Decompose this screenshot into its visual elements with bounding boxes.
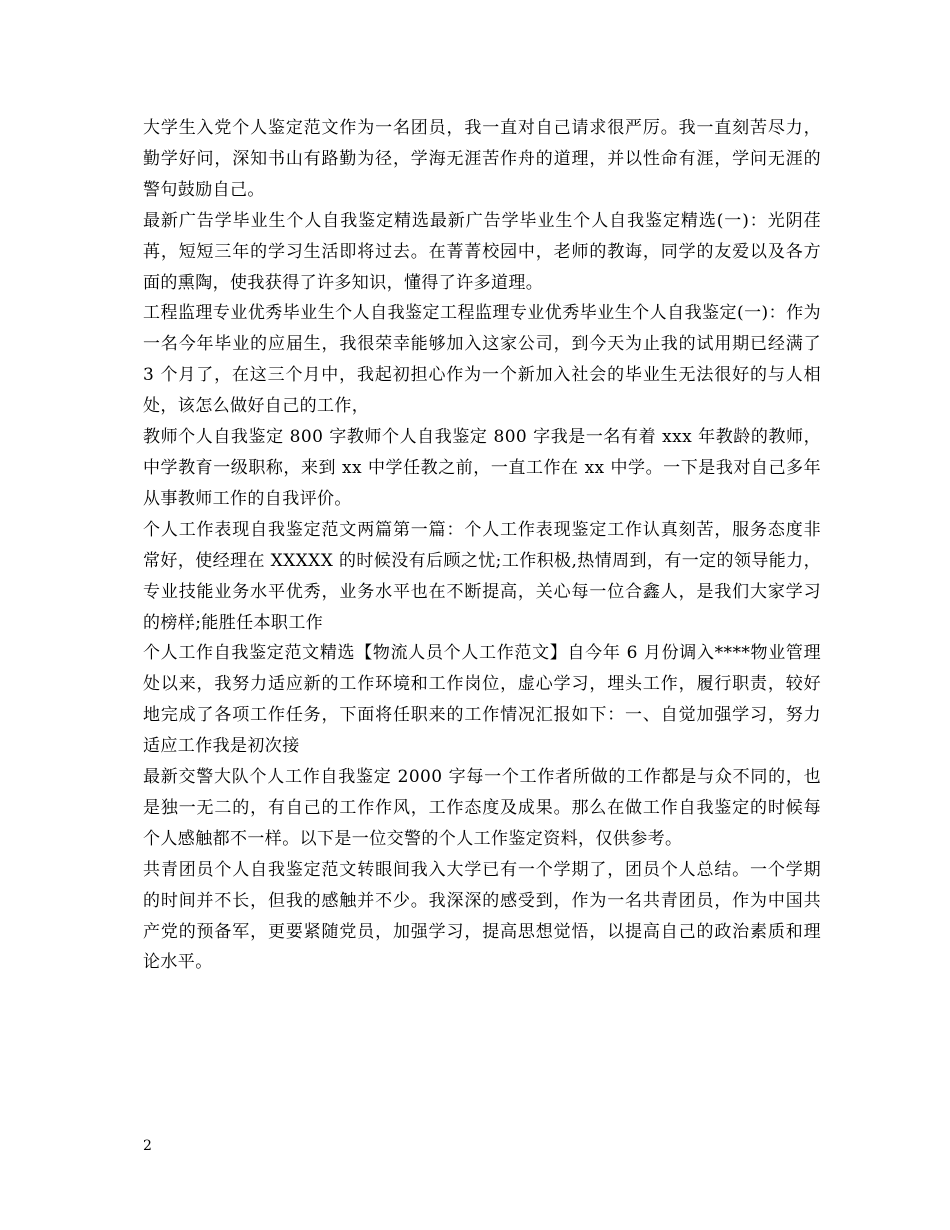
paragraph-logistics-staff: 个人工作自我鉴定范文精选【物流人员个人工作范文】自今年 6 月份调入****物业管理处以来，我努力适应新的工作环境和工作岗位，虚心学习，埋头工作，履行职责，较好地完成了各项工作任务，下面将任职来的工作情况汇报如下：一、自觉加强学习，努力适应工作我是初次接 — [143, 643, 821, 757]
paragraph-teacher-appraisal: 教师个人自我鉴定 800 字教师个人自我鉴定 800 字我是一名有着 xxx 年教龄的教师，中学教育一级职称，来到 xx 中学任教之前，一直工作在 xx 中学。一下是我对自己多年从事教师工作的自我评价。 — [143, 427, 821, 509]
page-number: 2 — [143, 1138, 152, 1154]
paragraph-traffic-police: 最新交警大队个人工作自我鉴定 2000 字每一个工作者所做的工作都是与众不同的，也是独一无二的，有自己的工作作风，工作态度及成果。那么在做工作自我鉴定的时候每个人感触都不一样。以下是一位交警的个人工作鉴定资料，仅供参考。 — [143, 767, 821, 849]
document-body — [143, 113, 821, 978]
paragraph-party-appraisal: 大学生入党个人鉴定范文作为一名团员，我一直对自己请求很严厉。我一直刻苦尽力，勤学好问，深知书山有路勤为径，学海无涯苦作舟的道理，并以性命有涯，学问无涯的警句鼓励自己。 — [143, 118, 821, 200]
paragraph-engineering-supervision: 工程监理专业优秀毕业生个人自我鉴定工程监理专业优秀毕业生个人自我鉴定(一)：作为一名今年毕业的应届生，我很荣幸能够加入这家公司，到今天为止我的试用期已经满了 3 个月了，在这三个月中，我起初担心作为一个新加入社会的毕业生无法很好的与人相处，该怎么做好自己的工作， — [143, 303, 821, 417]
paragraph-youth-league: 共青团员个人自我鉴定范文转眼间我入大学已有一个学期了，团员个人总结。一个学期的时间并不长，但我的感触并不少。我深深的感受到，作为一名共青团员，作为中国共产党的预备军，更要紧随党员，加强学习，提高思想觉悟，以提高自己的政治素质和理论水平。 — [143, 859, 821, 973]
paragraph-advertising-graduate: 最新广告学毕业生个人自我鉴定精选最新广告学毕业生个人自我鉴定精选(一)：光阴荏苒，短短三年的学习生活即将过去。在菁菁校园中，老师的教诲，同学的友爱以及各方面的熏陶，使我获得了许多知识，懂得了许多道理。 — [143, 210, 821, 293]
paragraph-work-performance: 个人工作表现自我鉴定范文两篇第一篇：个人工作表现鉴定工作认真刻苦，服务态度非常好，使经理在 XXXXX 的时候没有后顾之忧;工作积极,热情周到，有一定的领导能力，专业技能业务水平优秀，业务水平也在不断提高，关心每一位合鑫人，是我们大家学习的榜样;能胜任本职工作 — [143, 519, 821, 633]
